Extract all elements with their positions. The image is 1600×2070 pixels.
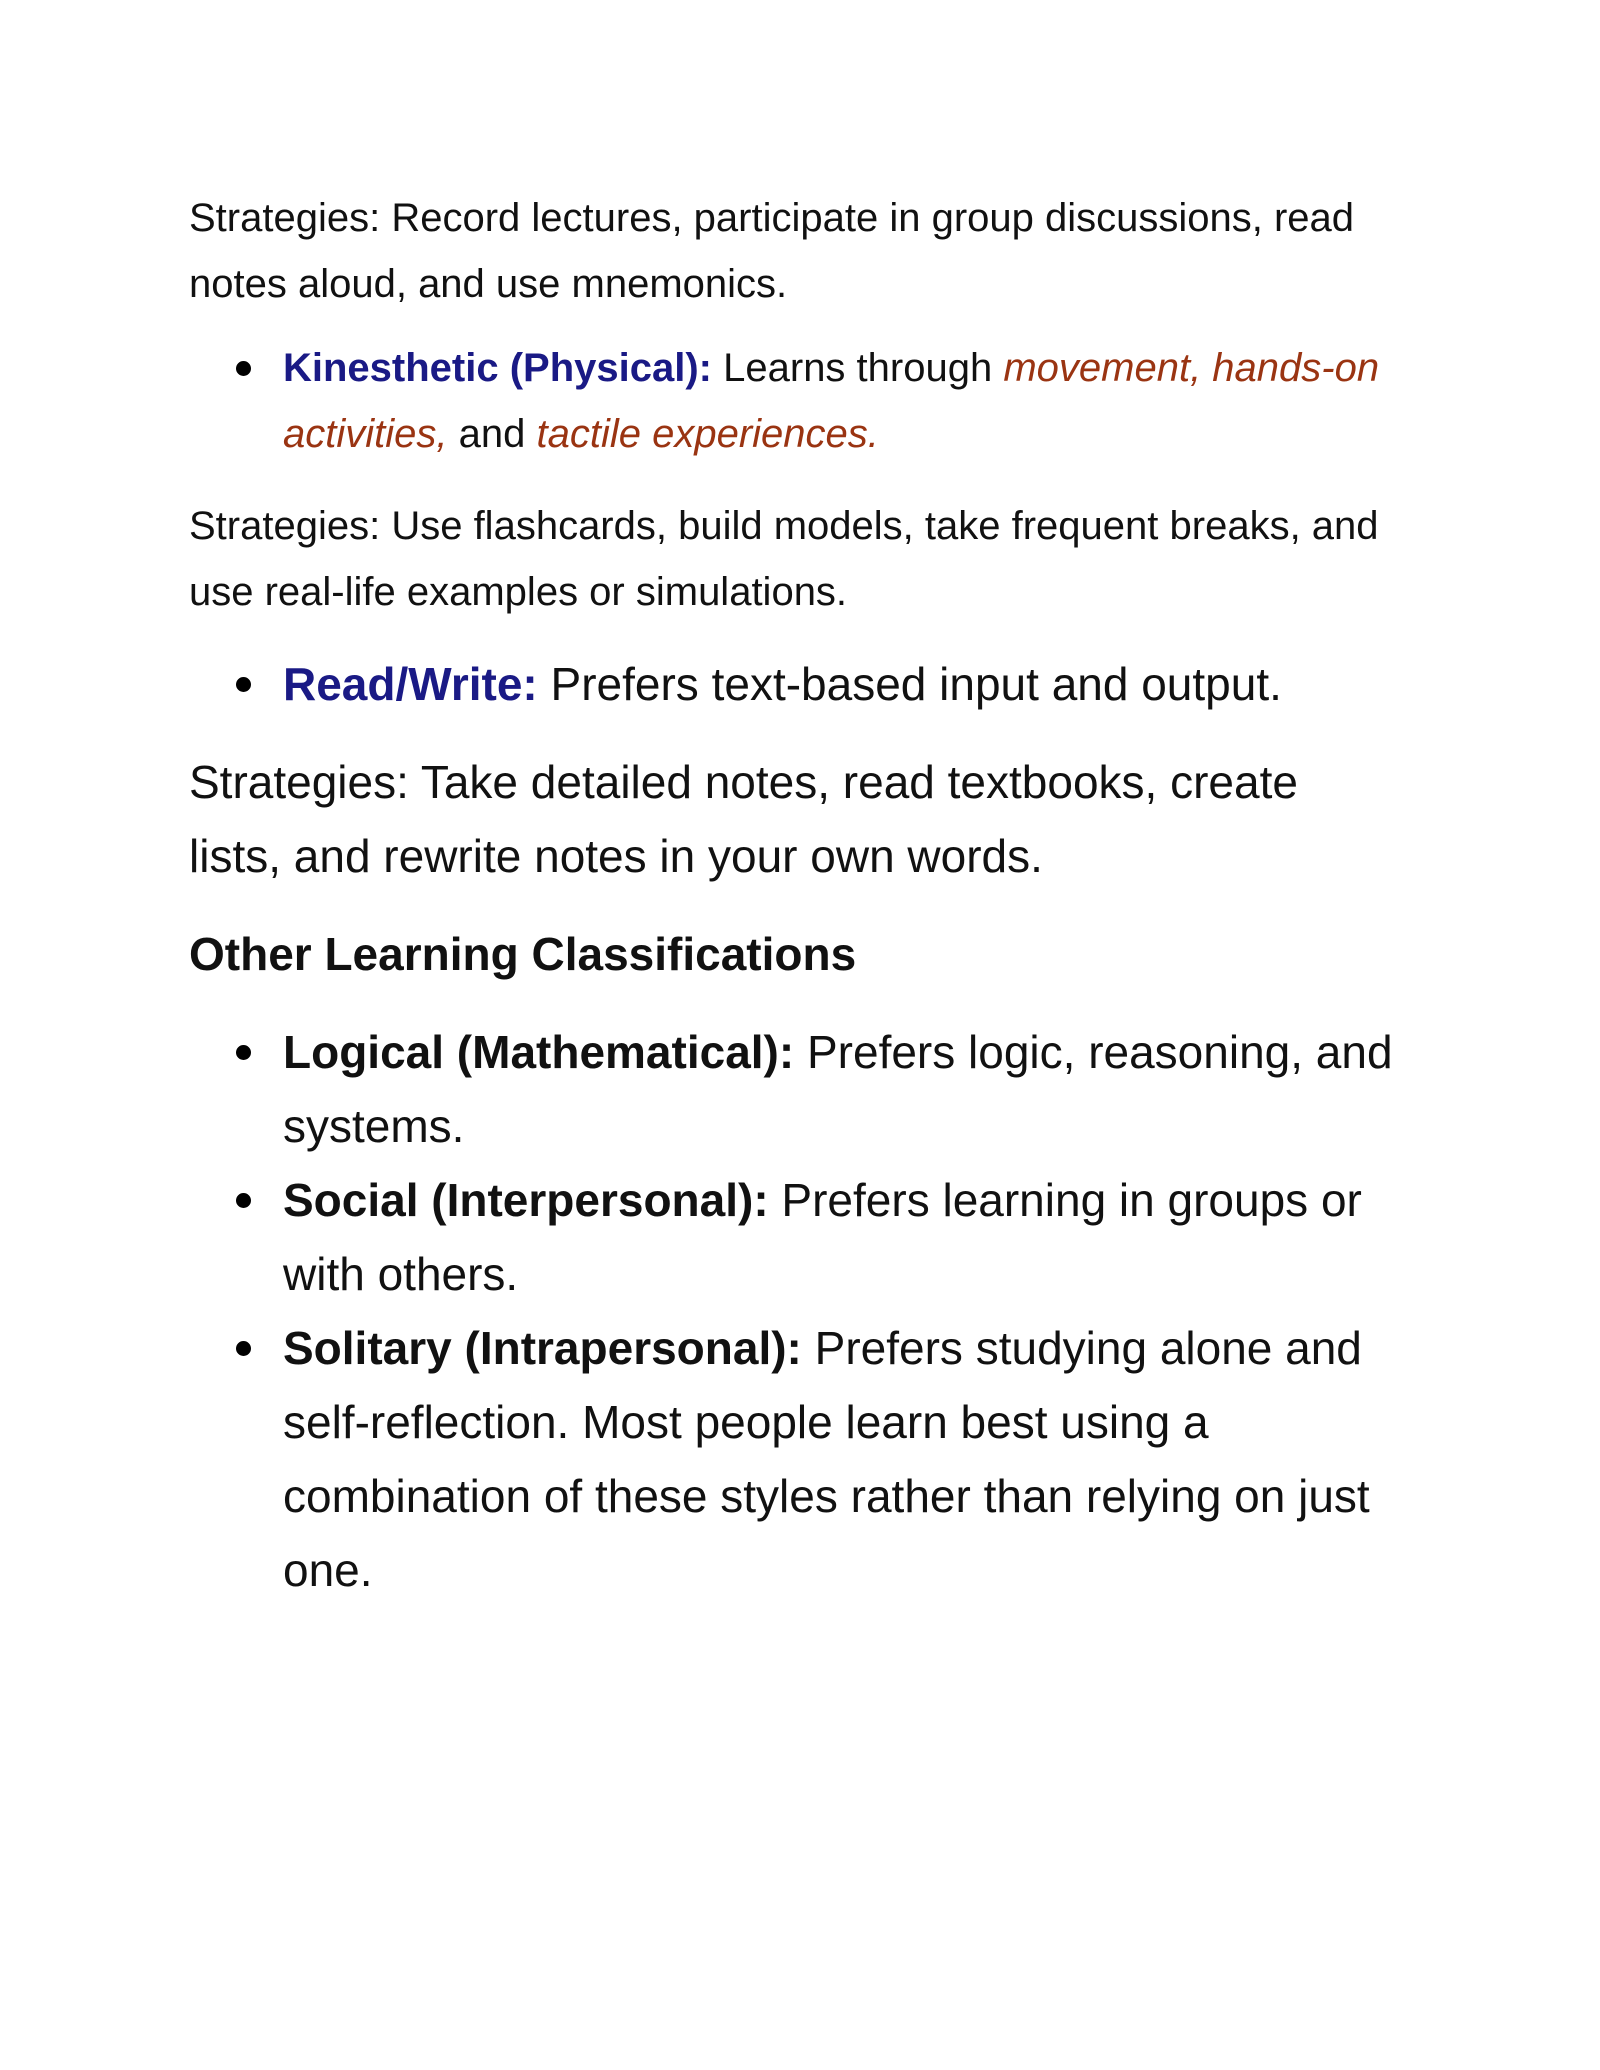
social-term: Social (Interpersonal): <box>283 1174 769 1226</box>
other-classifications-list <box>189 1015 1429 1607</box>
kinesthetic-highlight-1: movement, hands-on activities, <box>283 346 1380 456</box>
bullet-icon <box>236 1193 251 1208</box>
bullet-icon <box>236 1341 251 1356</box>
solitary-term: Solitary (Intrapersonal): <box>283 1322 802 1374</box>
solitary-text: Prefers studying alone and self-reflection. Most people learn best using a combination of these styles rather than relying on just one. <box>283 1322 1370 1596</box>
kinesthetic-text-2: and <box>447 412 537 456</box>
social-text: Prefers learning in groups or with others. <box>283 1174 1362 1300</box>
read-write-strategies-paragraph: Strategies: Take detailed notes, read textbooks, create lists, and rewrite notes in your own words. <box>189 756 1298 882</box>
bullet-icon <box>236 677 251 692</box>
read-write-text: Prefers text-based input and output. <box>537 658 1282 710</box>
list-item-social <box>189 1163 1429 1311</box>
list-item-solitary <box>189 1311 1429 1607</box>
logical-text: Prefers logic, reasoning, and systems. <box>283 1026 1393 1152</box>
kinesthetic-strategies-paragraph: Strategies: Use flashcards, build models, take frequent breaks, and use real-life examples or simulations. <box>189 504 1379 614</box>
kinesthetic-text-1: Learns through <box>712 346 1004 390</box>
list-item-logical <box>189 1015 1429 1163</box>
bullet-icon <box>236 361 251 376</box>
list-item-read-write <box>189 647 1429 721</box>
kinesthetic-list <box>189 335 1429 467</box>
kinesthetic-highlight-2: tactile experiences. <box>536 412 879 456</box>
kinesthetic-term: Kinesthetic (Physical): <box>283 346 713 390</box>
read-write-list <box>189 647 1429 721</box>
read-write-term: Read/Write: <box>283 658 538 710</box>
bullet-icon <box>236 1045 251 1060</box>
logical-term: Logical (Mathematical): <box>283 1026 795 1078</box>
document-body <box>189 185 1429 1607</box>
other-classifications-heading: Other Learning Classifications <box>189 928 857 980</box>
auditory-strategies-paragraph: Strategies: Record lectures, participate in group discussions, read notes aloud, and use mnemonics. <box>189 196 1355 306</box>
list-item-kinesthetic <box>189 335 1423 467</box>
